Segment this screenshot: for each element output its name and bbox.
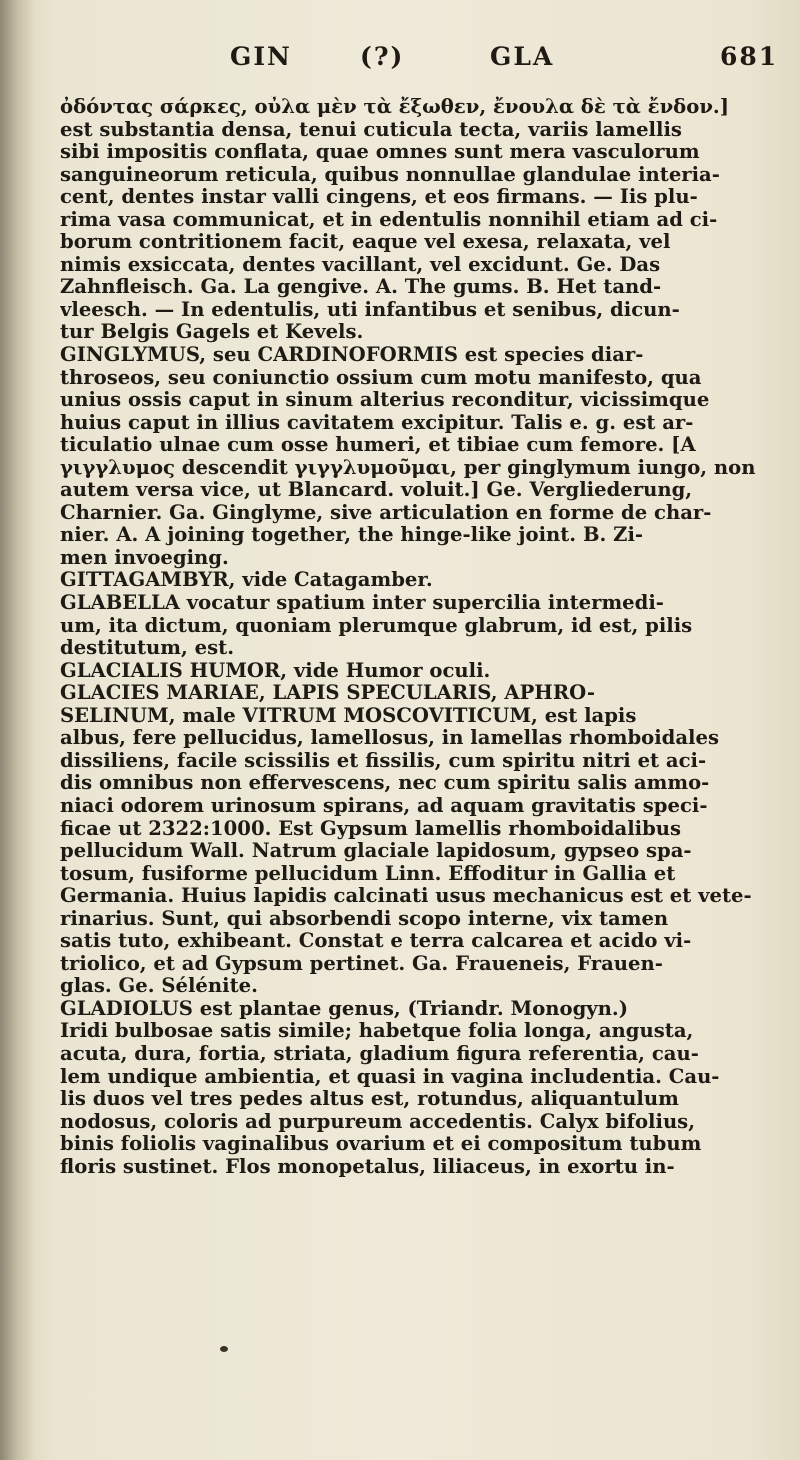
entry-headword-line: GLACIES MARIAE, LAPIS SPECULARIS, APHRO- xyxy=(60,682,596,705)
text-line: pellucidum Wall. Natrum glaciale lapidosum, gypseo spa- xyxy=(60,840,692,863)
text-line: throseos, seu coniunctio ossium cum motu manifesto, qua xyxy=(60,366,702,389)
text-line: dis omnibus non effervescens, nec cum spiritu salis ammo- xyxy=(60,772,710,795)
text-line: Germania. Huius lapidis calcinati usus mechanicus est et vete- xyxy=(60,885,752,908)
text-line: autem versa vice, ut Blancard. voluit.] Ge. Vergliederung, xyxy=(60,479,693,502)
text-line: nimis exsiccata, dentes vacillant, vel excidunt. Ge. Das xyxy=(60,253,661,276)
text-line: huius caput in illius cavitatem excipitur. Talis e. g. est ar- xyxy=(60,411,694,434)
middle-guide-word: (?) xyxy=(360,42,405,71)
text-line: rinarius. Sunt, qui absorbendi scopo interne, vix tamen xyxy=(60,907,669,930)
entry-headword-line: GLACIALIS HUMOR, vide Humor oculi. xyxy=(60,659,491,682)
text-line: nier. A. A joining together, the hinge-like joint. B. Zi- xyxy=(60,524,644,547)
text-line: est substantia densa, tenui cuticula tecta, variis lamellis xyxy=(60,118,682,141)
text-line: um, ita dictum, quoniam plerumque glabrum, id est, pilis xyxy=(60,614,693,637)
entry-headword-line: GLADIOLUS est plantae genus, (Triandr. Monogyn.) xyxy=(60,997,629,1020)
text-line: floris sustinet. Flos monopetalus, liliaceus, in exortu in- xyxy=(60,1155,675,1178)
text-line: unius ossis caput in sinum alterius reconditur, vicissimque xyxy=(60,389,710,412)
text-line: binis foliolis vaginalibus ovarium et ei compositum tubum xyxy=(60,1133,702,1156)
text-line: vleesch. — In edentulis, uti infantibus et senibus, dicun- xyxy=(60,298,680,321)
text-line: borum contritionem facit, eaque vel exesa, relaxata, vel xyxy=(60,231,671,254)
page-number: 681 xyxy=(720,42,779,71)
text-line: nodosus, coloris ad purpureum accedentis. Calyx bifolius, xyxy=(60,1110,696,1133)
running-header xyxy=(230,42,779,76)
text-line: albus, fere pellucidus, lamellosus, in lamellas rhomboidales xyxy=(60,727,720,750)
text-line: acuta, dura, fortia, striata, gladium figura referentia, cau- xyxy=(60,1042,699,1065)
text-line: triolico, et ad Gypsum pertinet. Ga. Fraueneis, Frauen- xyxy=(60,952,663,975)
center-guide-word: GLA xyxy=(490,42,555,71)
text-line: ticulatio ulnae cum osse humeri, et tibiae cum femore. [A xyxy=(60,434,696,457)
text-line: sibi impositis conflata, quae omnes sunt mera vasculorum xyxy=(60,141,700,164)
page-gutter-shadow xyxy=(0,0,34,1460)
text-line: γιγγλυμος descendit γιγγλυμοῦμαι, per ginglymum iungo, non xyxy=(60,456,756,479)
text-line: glas. Ge. Sélénite. xyxy=(60,975,258,998)
text-line: Iridi bulbosae satis simile; habetque folia longa, angusta, xyxy=(60,1020,694,1043)
text-line: ὀδόντας σάρκες, οὖλα μὲν τὰ ἔξωθεν, ἔνουλα δὲ τὰ ἔνδον.] xyxy=(60,96,730,118)
left-guide-word: GIN xyxy=(230,42,292,71)
text-line: men invoeging. xyxy=(60,546,229,569)
text-line: tosum, fusiforme pellucidum Linn. Effoditur in Gallia et xyxy=(60,862,676,885)
text-line: Charnier. Ga. Ginglyme, sive articulation en forme de char- xyxy=(60,501,712,524)
text-line: cent, dentes instar valli cingens, et eos firmans. — Iis plu- xyxy=(60,186,698,209)
text-line: sanguineorum reticula, quibus nonnullae glandulae interia- xyxy=(60,163,720,186)
entry-headword-line: GINGLYMUS, seu CARDINOFORMIS est species diar- xyxy=(60,344,644,367)
text-line: tur Belgis Gagels et Kevels. xyxy=(60,321,364,344)
text-line: rima vasa communicat, et in edentulis nonnihil etiam ad ci- xyxy=(60,208,718,231)
text-line: ficae ut 2322:1000. Est Gypsum lamellis rhomboidalibus xyxy=(60,817,682,840)
text-line: Zahnfleisch. Ga. La gengive. A. The gums. B. Het tand- xyxy=(60,276,662,299)
text-line: satis tuto, exhibeant. Constat e terra calcarea et acido vi- xyxy=(60,930,692,953)
dictionary-text xyxy=(60,96,772,1178)
entry-headword-line: GLABELLA vocatur spatium inter supercilia intermedi- xyxy=(60,592,664,615)
text-line: niaci odorem urinosum spirans, ad aquam gravitatis speci- xyxy=(60,794,708,817)
text-line: lis duos vel tres pedes altus est, rotundus, aliquantulum xyxy=(60,1088,679,1111)
text-line: SELINUM, male VITRUM MOSCOVITICUM, est lapis xyxy=(60,704,637,727)
text-line: lem undique ambientia, et quasi in vagina includentia. Cau- xyxy=(60,1065,720,1088)
ink-speck xyxy=(220,1346,228,1352)
text-line: dissiliens, facile scissilis et fissilis, cum spiritu nitri et aci- xyxy=(60,749,707,772)
entry-headword-line: GITTAGAMBYR, vide Catagamber. xyxy=(60,569,433,592)
text-line: destitutum, est. xyxy=(60,637,235,660)
